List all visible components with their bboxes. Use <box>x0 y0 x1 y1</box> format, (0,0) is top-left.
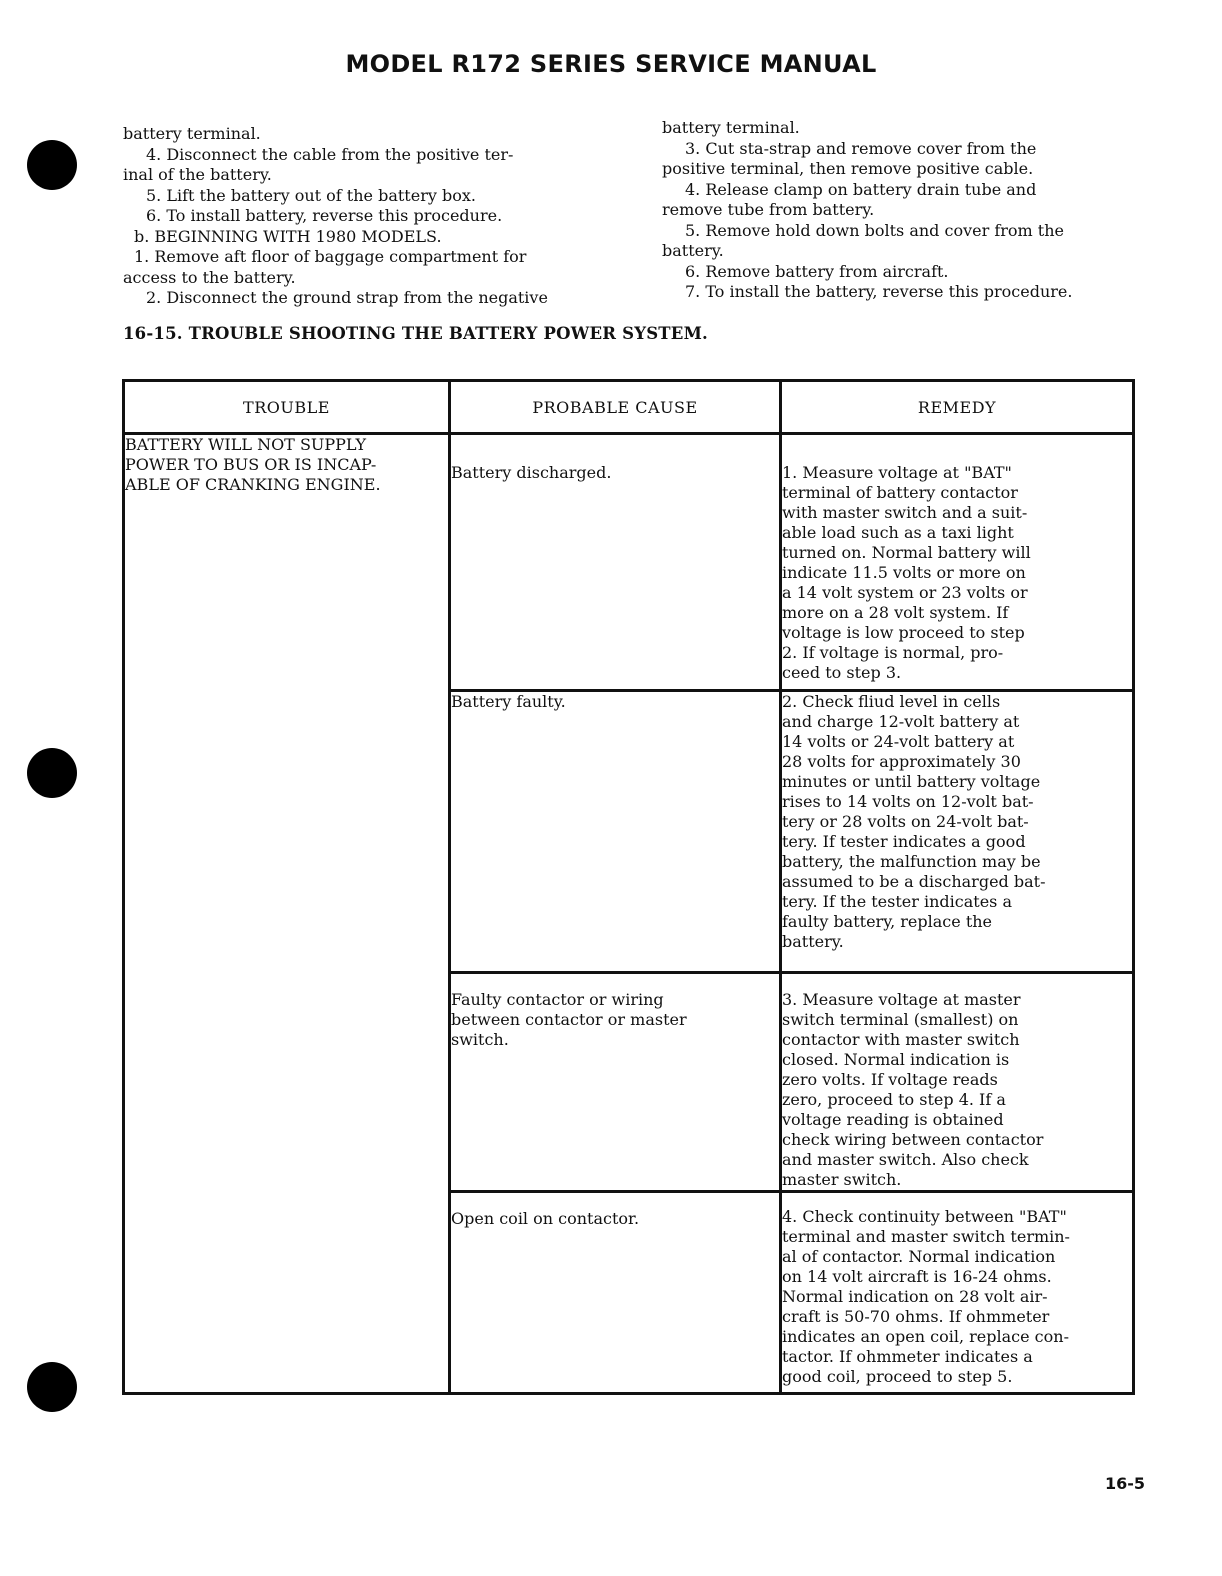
right-line: battery terminal. <box>662 118 800 137</box>
left-line: 1. Remove aft floor of baggage compartment for <box>134 247 527 266</box>
remedy-line: indicates an open coil, replace con- <box>782 1327 1069 1346</box>
remedy-line: terminal and master switch termin- <box>782 1227 1070 1246</box>
table-header-row <box>124 381 1134 434</box>
remedy-line: tery or 28 volts on 24-volt bat- <box>782 812 1029 831</box>
remedy-line: on 14 volt aircraft is 16-24 ohms. <box>782 1267 1052 1286</box>
left-line: inal of the battery. <box>123 165 272 184</box>
remedy-line: faulty battery, replace the <box>782 912 993 931</box>
remedy-line: 3. Measure voltage at master <box>782 990 1021 1009</box>
right-line: 6. Remove battery from aircraft. <box>685 261 949 281</box>
remedy-line: zero, proceed to step 4. If a <box>782 1090 1006 1109</box>
trouble-line: ABLE OF CRANKING ENGINE. <box>125 475 381 494</box>
cause-line: Battery discharged. <box>451 463 612 482</box>
remedy-line: battery. <box>782 932 844 951</box>
cause-cell <box>450 434 781 691</box>
remedy-line: rises to 14 volts on 12-volt bat- <box>782 792 1034 811</box>
cause-cell <box>450 973 781 1192</box>
section-title: 16-15. TROUBLE SHOOTING THE BATTERY POWER SYSTEM. <box>123 324 708 343</box>
remedy-line: turned on. Normal battery will <box>782 543 1031 562</box>
remedy-line: tery. If the tester indicates a <box>782 892 1013 911</box>
remedy-line: check wiring between contactor <box>782 1130 1044 1149</box>
remedy-line: master switch. <box>782 1170 902 1189</box>
right-line: positive terminal, then remove positive cable. <box>662 159 1034 178</box>
remedy-line: 2. Check fliud level in cells <box>782 692 1001 711</box>
trouble-line: POWER TO BUS OR IS INCAP- <box>125 455 377 474</box>
cause-cell <box>450 1192 781 1394</box>
remedy-line: 1. Measure voltage at "BAT" <box>782 463 1012 482</box>
remedy-line: with master switch and a suit- <box>782 503 1028 522</box>
cause-line: switch. <box>451 1030 509 1049</box>
remedy-line: craft is 50-70 ohms. If ohmmeter <box>782 1307 1050 1326</box>
cause-line: between contactor or master <box>451 1010 687 1029</box>
binder-hole-middle <box>27 748 77 798</box>
remedy-line: closed. Normal indication is <box>782 1050 1010 1069</box>
left-line: battery terminal. <box>123 124 261 143</box>
trouble-cell <box>124 434 450 1394</box>
remedy-line: ceed to step 3. <box>782 663 902 682</box>
cause-line: Faulty contactor or wiring <box>451 990 664 1009</box>
header-probable-cause: PROBABLE CAUSE <box>450 381 781 434</box>
right-line: battery. <box>662 241 724 260</box>
cause-cell <box>450 691 781 973</box>
troubleshooting-table <box>122 379 1135 1395</box>
remedy-line: switch terminal (smallest) on <box>782 1010 1019 1029</box>
page-number: 16-5 <box>1105 1474 1146 1493</box>
left-line: b. BEGINNING WITH 1980 MODELS. <box>134 226 442 246</box>
right-text-column <box>662 118 1142 303</box>
remedy-line: Normal indication on 28 volt air- <box>782 1287 1048 1306</box>
remedy-line: indicate 11.5 volts or more on <box>782 563 1026 582</box>
remedy-line: 2. If voltage is normal, pro- <box>782 643 1004 662</box>
binder-hole-bottom <box>27 1362 77 1412</box>
right-line: 5. Remove hold down bolts and cover from the <box>685 220 1064 240</box>
remedy-line: battery, the malfunction may be <box>782 852 1041 871</box>
binder-hole-top <box>27 140 77 190</box>
left-line: 4. Disconnect the cable from the positive ter- <box>146 144 514 164</box>
remedy-line: 14 volts or 24-volt battery at <box>782 732 1015 751</box>
header-remedy: REMEDY <box>781 381 1134 434</box>
remedy-line: al of contactor. Normal indication <box>782 1247 1056 1266</box>
remedy-cell <box>781 973 1134 1192</box>
left-line: 5. Lift the battery out of the battery box. <box>146 185 476 205</box>
remedy-line: 4. Check continuity between "BAT" <box>782 1207 1067 1226</box>
page-header-title: MODEL R172 SERIES SERVICE MANUAL <box>345 50 877 78</box>
left-line: access to the battery. <box>123 267 296 287</box>
cause-line: Battery faulty. <box>451 692 566 711</box>
remedy-line: and master switch. Also check <box>782 1150 1029 1169</box>
remedy-line: 28 volts for approximately 30 <box>782 752 1021 771</box>
remedy-line: a 14 volt system or 23 volts or <box>782 583 1028 602</box>
table-row <box>124 434 1134 691</box>
trouble-line: BATTERY WILL NOT SUPPLY <box>125 435 367 454</box>
remedy-line: minutes or until battery voltage <box>782 772 1041 791</box>
remedy-line: contactor with master switch <box>782 1030 1020 1049</box>
remedy-line: more on a 28 volt system. If <box>782 603 1009 622</box>
remedy-line: voltage is low proceed to step <box>782 623 1025 642</box>
remedy-line: good coil, proceed to step 5. <box>782 1367 1013 1386</box>
remedy-line: and charge 12-volt battery at <box>782 712 1020 731</box>
right-line: 7. To install the battery, reverse this procedure. <box>685 282 1073 301</box>
remedy-cell <box>781 691 1134 973</box>
remedy-line: tery. If tester indicates a good <box>782 832 1026 851</box>
header-trouble: TROUBLE <box>124 381 450 434</box>
remedy-line: terminal of battery contactor <box>782 483 1018 502</box>
remedy-line: tactor. If ohmmeter indicates a <box>782 1347 1033 1366</box>
right-line: 3. Cut sta-strap and remove cover from the <box>685 138 1037 158</box>
right-line: remove tube from battery. <box>662 200 875 219</box>
left-line: 2. Disconnect the ground strap from the negative <box>146 288 548 307</box>
remedy-line: able load such as a taxi light <box>782 523 1014 542</box>
cause-line: Open coil on contactor. <box>451 1209 640 1228</box>
remedy-line: zero volts. If voltage reads <box>782 1070 998 1089</box>
remedy-line: assumed to be a discharged bat- <box>782 872 1046 891</box>
left-line: 6. To install battery, reverse this procedure. <box>146 206 503 225</box>
remedy-line: voltage reading is obtained <box>782 1110 1004 1129</box>
remedy-cell <box>781 434 1134 691</box>
right-line: 4. Release clamp on battery drain tube and <box>685 179 1037 199</box>
remedy-cell <box>781 1192 1134 1394</box>
left-text-column <box>123 124 613 309</box>
